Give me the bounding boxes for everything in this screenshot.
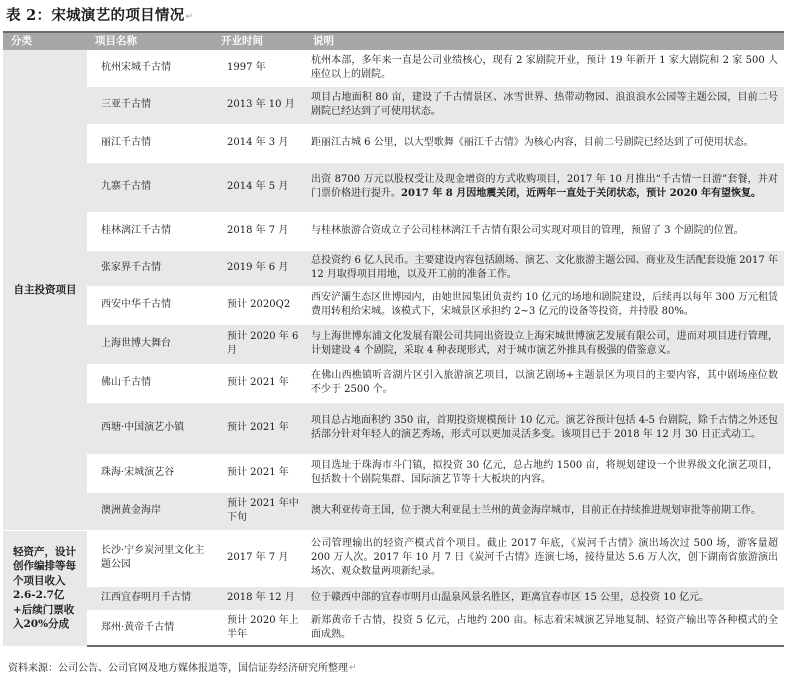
- open-time: 2018 年 12 月: [213, 586, 305, 610]
- open-time: 2018 年 7 月: [213, 212, 305, 250]
- project-description: 位于赣西中部的宜春市明月山温泉风景名胜区，距离宜春市区 15 公里，总投资 10 亿元。: [305, 586, 784, 610]
- project-description: 在佛山西樵镇听音湖片区引入旅游演艺项目，以演艺剧场+主题景区为项目的主要内容，其中剧场座位数不少于 2500 个。: [305, 364, 784, 402]
- project-name: 佛山千古情: [87, 364, 213, 402]
- open-time: 2019 年 6 月: [213, 250, 305, 286]
- paragraph-mark-icon: ↵: [185, 12, 194, 22]
- project-name: 郑州·黄帝千古情: [87, 610, 213, 646]
- project-description: 公司管理输出的轻资产模式首个项目。截止 2017 年底，《炭河千古情》演出场次过 500 场，游客量超 200 万人次。2017 年 10 月 7 日《炭河千古情》连演七场，接待量达 5.6 万人次，创下湖南省旅游演出场次、观众数量两项新纪录。: [305, 530, 784, 586]
- project-table: [3, 31, 784, 647]
- project-name: 桂林漓江千古情: [87, 212, 213, 250]
- open-time: 2014 年 5 月: [213, 162, 305, 212]
- open-time: 预计 2021 年: [213, 454, 305, 492]
- open-time: 预计 2020 年 6 月: [213, 324, 305, 364]
- project-name: 西安中华千古情: [87, 286, 213, 324]
- header-open-time: 开业时间: [213, 32, 305, 50]
- project-name: 澳洲黄金海岸: [87, 492, 213, 530]
- table-row: [3, 454, 784, 492]
- open-time: 预计 2021 年: [213, 364, 305, 402]
- open-time: 1997 年: [213, 50, 305, 86]
- project-description: 杭州本部，多年来一直是公司业绩核心，现有 2 家剧院开业，预计 19 年新开 1 家大剧院和 2 家 500 人座位以上的剧院。: [305, 50, 784, 86]
- table-row: [3, 530, 784, 586]
- source-note: [8, 660, 357, 677]
- table-row: [3, 124, 784, 162]
- description-bold-text: 2017 年 8 月因地震关闭，近两年一直处于关闭状态，预计 2020 年有望恢复。: [401, 188, 762, 199]
- header-category: 分类: [3, 32, 87, 50]
- description-text: 出资 8700 万元以股权受让及现金增资的方式收购项目，2017 年 10 月推出“千古情一日游”套餐，并对门票价格进行提升。: [311, 174, 778, 199]
- project-description: 新郑黄帝千古情，投资 5 亿元，占地约 200 亩。标志着宋城演艺异地复制、轻资产输出等各种模式的全面成熟。: [305, 610, 784, 646]
- project-description: [305, 162, 784, 212]
- open-time: 2014 年 3 月: [213, 124, 305, 162]
- table-row: [3, 610, 784, 646]
- table-row: [3, 364, 784, 402]
- project-name: 西塘·中国演艺小镇: [87, 402, 213, 454]
- open-time: 预计 2020 年上半年: [213, 610, 305, 646]
- project-description: 项目占地面积 80 亩，建设了千古情景区、冰雪世界、热带动物园、浪浪浪水公园等主题公园，目前二号剧院已经达到了可使用状态。: [305, 86, 784, 124]
- project-name: 三亚千古情: [87, 86, 213, 124]
- project-description: 项目选址于珠海市斗门镇，拟投资 30 亿元，总占地约 1500 亩，将规划建设一个世界级文化演艺项目，包括数十个剧院集群、国际演艺节等十大板块的内容。: [305, 454, 784, 492]
- project-name: 江西宜春明月千古情: [87, 586, 213, 610]
- project-description: 项目总占地面积约 350 亩，首期投资规模预计 10 亿元。演艺谷预计包括 4-5 台剧院，除千古情之外还包括部分针对年轻人的演艺秀场，形式可以更加灵活多变。该项目已于 2018 年 12 月 30 日正式动工。: [305, 402, 784, 454]
- category-asset-light: 轻资产，设计创作编排等每个项目收入2.6-2.7亿+后续门票收入20%分成: [3, 530, 87, 646]
- project-name: 长沙·宁乡炭河里文化主题公园: [87, 530, 213, 586]
- table-header-row: [3, 32, 784, 50]
- open-time: 预计 2021 年: [213, 402, 305, 454]
- project-description: 西安浐灞生态区世博园内，由她世园集团负责约 10 亿元的场地和剧院建设，后续再以每年 300 万元租赁费用转租给宋城。该模式下，宋城景区承担约 2~3 亿元的设备等投资，并持股 80%。: [305, 286, 784, 324]
- project-name: 九寨千古情: [87, 162, 213, 212]
- header-description: 说明: [305, 32, 784, 50]
- table-row: [3, 286, 784, 324]
- table-row: [3, 212, 784, 250]
- open-time: 预计 2021 年中下旬: [213, 492, 305, 530]
- header-project-name: 项目名称: [87, 32, 213, 50]
- project-description: 距丽江古城 6 公里，以大型歌舞《丽江千古情》为核心内容，目前二号剧院已经达到了可使用状态。: [305, 124, 784, 162]
- open-time: 2017 年 7 月: [213, 530, 305, 586]
- open-time: 2013 年 10 月: [213, 86, 305, 124]
- table-row: [3, 162, 784, 212]
- table-row: [3, 492, 784, 530]
- table-title-text: 表 2：宋城演艺的项目情况: [6, 7, 185, 24]
- table-row: [3, 402, 784, 454]
- project-name: 上海世博大舞台: [87, 324, 213, 364]
- table-row: [3, 324, 784, 364]
- source-text: 资料来源：公司公告、公司官网及地方媒体报道等，国信证券经济研究所整理: [8, 663, 348, 674]
- project-name: 杭州宋城千古情: [87, 50, 213, 86]
- table-row: [3, 50, 784, 86]
- category-self-investment: 自主投资项目: [3, 50, 87, 530]
- project-name: 张家界千古情: [87, 250, 213, 286]
- table-title: [6, 4, 193, 28]
- project-description: 与桂林旅游合资成立子公司桂林漓江千古情有限公司实现对项目的管理，预留了 3 个剧院的位置。: [305, 212, 784, 250]
- project-name: 丽江千古情: [87, 124, 213, 162]
- table-row: [3, 250, 784, 286]
- open-time: 预计 2020Q2: [213, 286, 305, 324]
- project-description: 总投资约 6 亿人民币。主要建设内容包括剧场、演艺、文化旅游主题公园、商业及生活配套设施 2017 年 12 月取得项目用地，以及开工前的准备工作。: [305, 250, 784, 286]
- table-row: [3, 586, 784, 610]
- table-row: [3, 86, 784, 124]
- project-description: 与上海世博东浦文化发展有限公司共同出资设立上海宋城世博演艺发展有限公司，进而对项目进行管理，计划建设 4 个剧院，采取 4 种表现形式，对于城市演艺外推具有极强的借鉴意义。: [305, 324, 784, 364]
- project-name: 珠海·宋城演艺谷: [87, 454, 213, 492]
- project-description: 澳大利亚传奇王国，位于澳大利亚昆士兰州的黄金海岸城市，目前正在持续推进规划审批等前期工作。: [305, 492, 784, 530]
- paragraph-mark-icon: ↵: [349, 663, 357, 673]
